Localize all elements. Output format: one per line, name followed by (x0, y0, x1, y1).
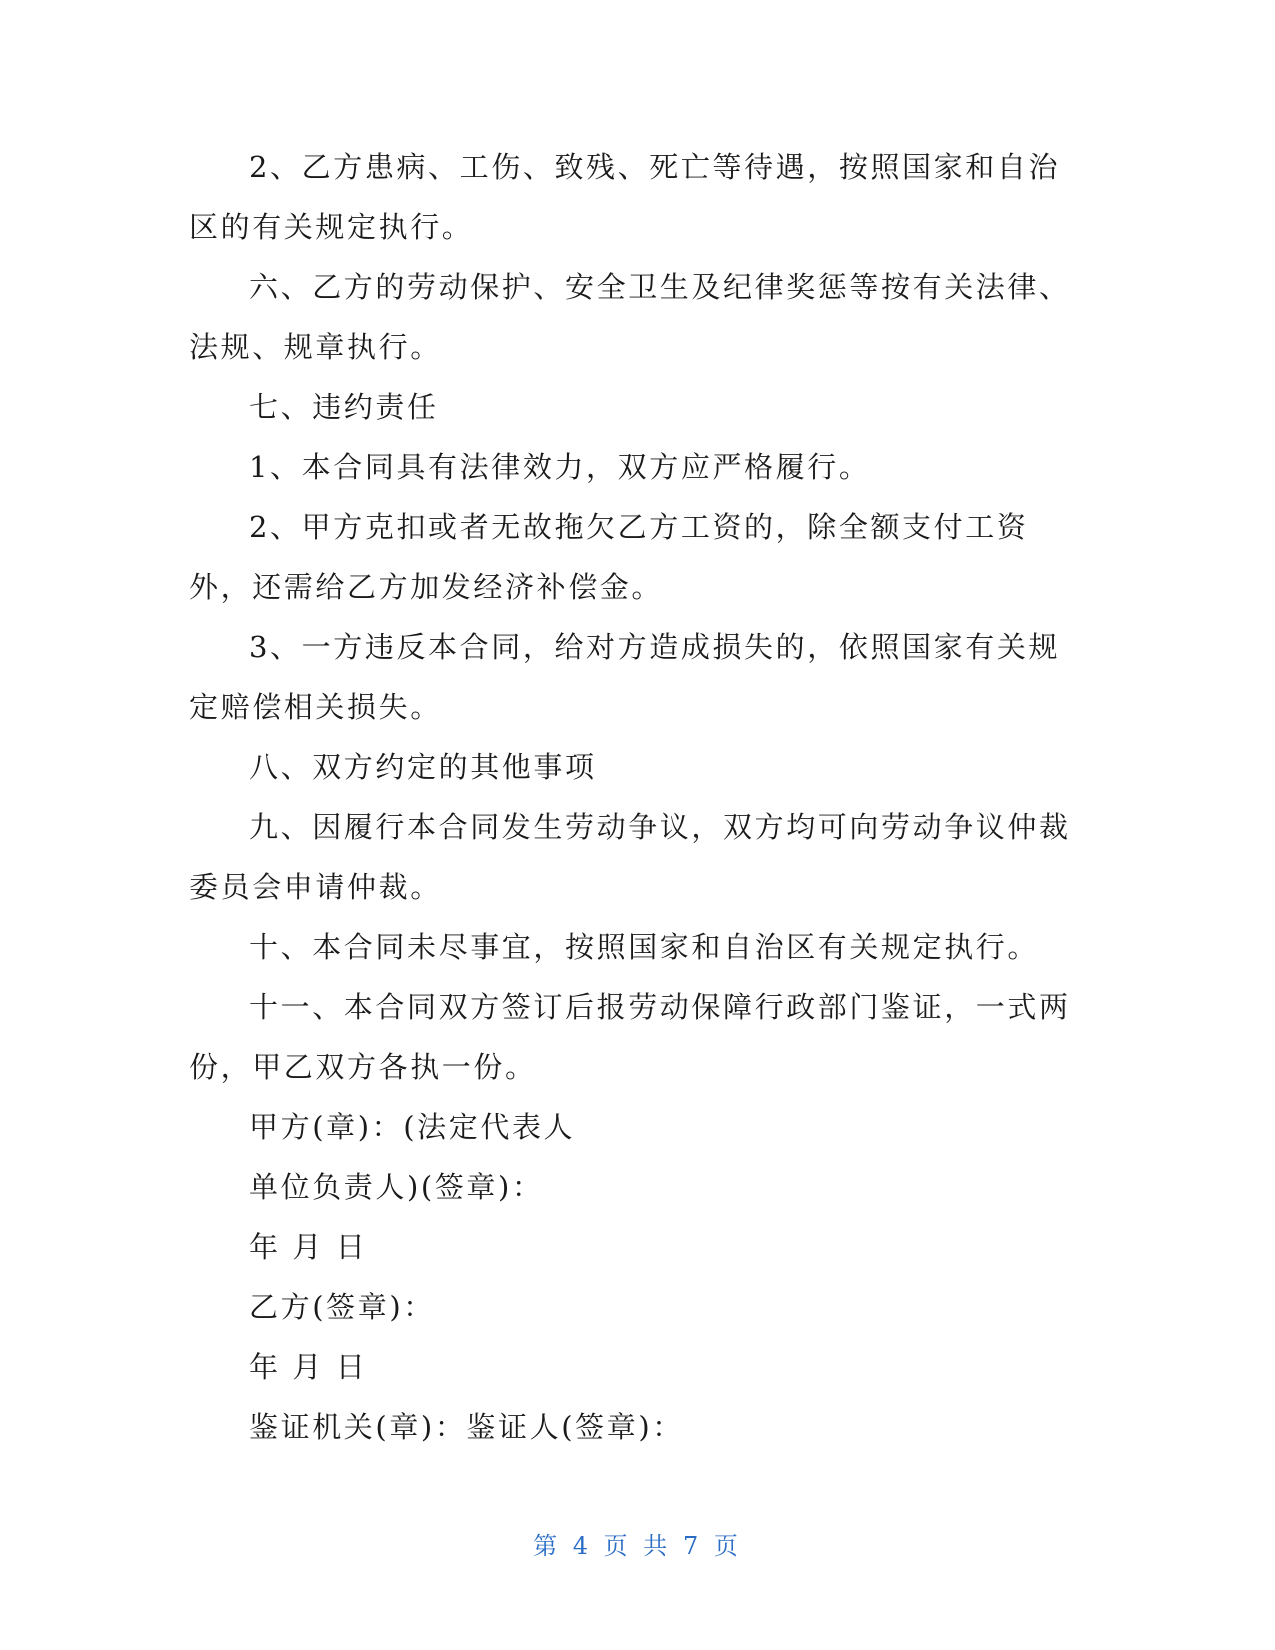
date-line-party-b: 年 月 日 (249, 1350, 368, 1384)
paragraph-clause-7-1: 1、本合同具有法律效力，双方应严格履行。 (249, 450, 871, 484)
paragraph-clause-9: 九、因履行本合同发生劳动争议，双方均可向劳动争议仲裁委员会申请仲裁。 (189, 810, 1071, 904)
paragraph-clause-7-2: 2、甲方克扣或者无故拖欠乙方工资的，除全额支付工资外，还需给乙方加发经济补偿金。 (189, 510, 1029, 604)
signature-party-b: 乙方(签章)： (249, 1290, 435, 1324)
document-body (189, 137, 1089, 1457)
paragraph-clause-7-3: 3、一方违反本合同，给对方造成损失的，依照国家有关规定赔偿相关损失。 (189, 630, 1061, 724)
date-line-party-a: 年 月 日 (249, 1230, 368, 1264)
paragraph-clause-6: 六、乙方的劳动保护、安全卫生及纪律奖惩等按有关法律、法规、规章执行。 (189, 270, 1071, 364)
signature-party-a: 甲方(章)：(法定代表人 (249, 1110, 576, 1144)
heading-clause-8: 八、双方约定的其他事项 (249, 750, 597, 784)
paragraph-clause-11: 十一、本合同双方签订后报劳动保障行政部门鉴证，一式两份，甲乙双方各执一份。 (189, 990, 1071, 1084)
page-number-footer: 第 4 页 共 7 页 (533, 1532, 742, 1560)
signature-party-a-representative: 单位负责人)(签章)： (249, 1170, 544, 1204)
paragraph-clause-10: 十、本合同未尽事宜，按照国家和自治区有关规定执行。 (249, 930, 1040, 964)
signature-authentication: 鉴证机关(章)：鉴证人(签章)： (249, 1410, 684, 1444)
heading-clause-7: 七、违约责任 (249, 390, 439, 424)
paragraph-benefits: 2、乙方患病、工伤、致残、死亡等待遇，按照国家和自治区的有关规定执行。 (189, 150, 1061, 244)
